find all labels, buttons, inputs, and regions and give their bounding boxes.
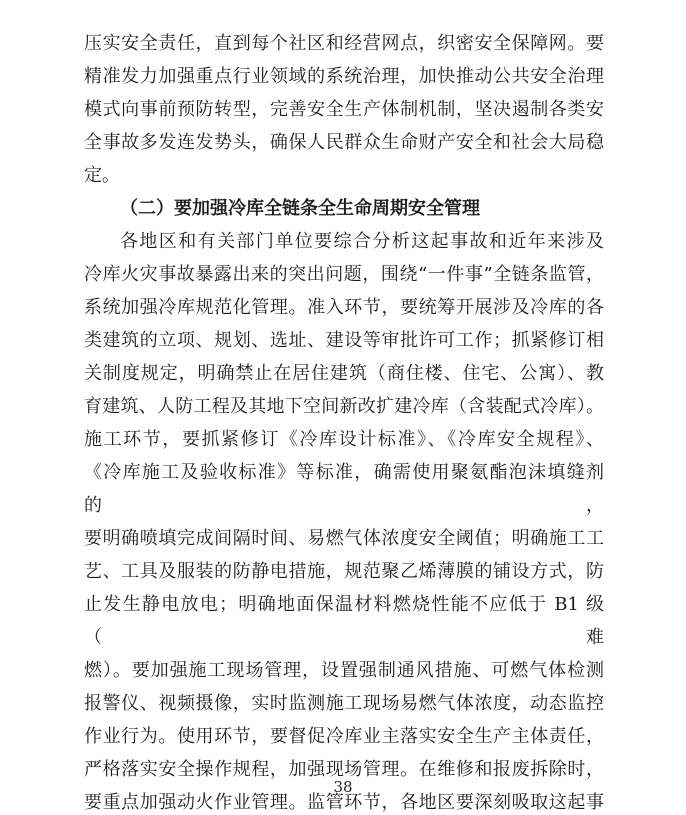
text-line: 压实安全责任，直到每个社区和经营网点，织密安全保障网。要 [84,33,604,54]
section-heading: （二）要加强冷库全链条全生命周期安全管理 [120,198,480,219]
text-line: 类建筑的立项、规划、选址、建设等审批许可工作；抓紧修订相 [84,330,604,351]
page-number: 38 [333,778,353,796]
text-line: 模式向事前预防转型，完善安全生产体制机制，坚决遏制各类安 [84,99,604,120]
text-line: 精准发力加强重点行业领域的系统治理，加快推动公共安全治理 [84,66,604,87]
text-line: 《冷库施工及验收标准》等标准，确需使用聚氨酯泡沫填缝剂的， [84,462,604,516]
text-line: 全事故多发连发势头，确保人民群众生命财产安全和社会大局稳 [84,132,604,153]
text-line: 系统加强冷库规范化管理。准入环节，要统筹开展涉及冷库的各 [84,297,604,318]
text-line: 严格落实安全操作规程，加强现场管理。在维修和报废拆除时， [84,759,604,780]
text-line: 冷库火灾事故暴露出来的突出问题，围绕“一件事”全链条监管， [84,264,604,285]
text-line: 作业行为。使用环节，要督促冷库业主落实安全生产主体责任， [84,726,604,747]
text-line: 定。 [84,165,120,186]
text-line: 各地区和有关部门单位要综合分析这起事故和近年来涉及 [120,231,604,252]
document-text-block [84,27,604,815]
text-line: 施工环节，要抓紧修订《冷库设计标准》、《冷库安全规程》、 [84,429,604,450]
text-line: 要明确喷填完成间隔时间、易燃气体浓度安全阈值；明确施工工 [84,528,604,549]
text-line: 关制度规定，明确禁止在居住建筑（商住楼、住宅、公寓）、教 [84,363,604,384]
text-line: 报警仪、视频摄像，实时监测施工现场易燃气体浓度，动态监控 [84,693,604,714]
text-line: 燃）。要加强施工现场管理，设置强制通风措施、可燃气体检测 [84,660,604,681]
text-line: 止发生静电放电；明确地面保温材料燃烧性能不应低于 B1 级（难 [84,594,604,648]
text-line: 要重点加强动火作业管理。监管环节，各地区要深刻吸取这起事 [84,792,604,813]
text-line: 艺、工具及服装的防静电措施，规范聚乙烯薄膜的铺设方式，防 [84,561,604,582]
text-line: 育建筑、人防工程及其地下空间新改扩建冷库（含装配式冷库）。 [84,396,604,417]
